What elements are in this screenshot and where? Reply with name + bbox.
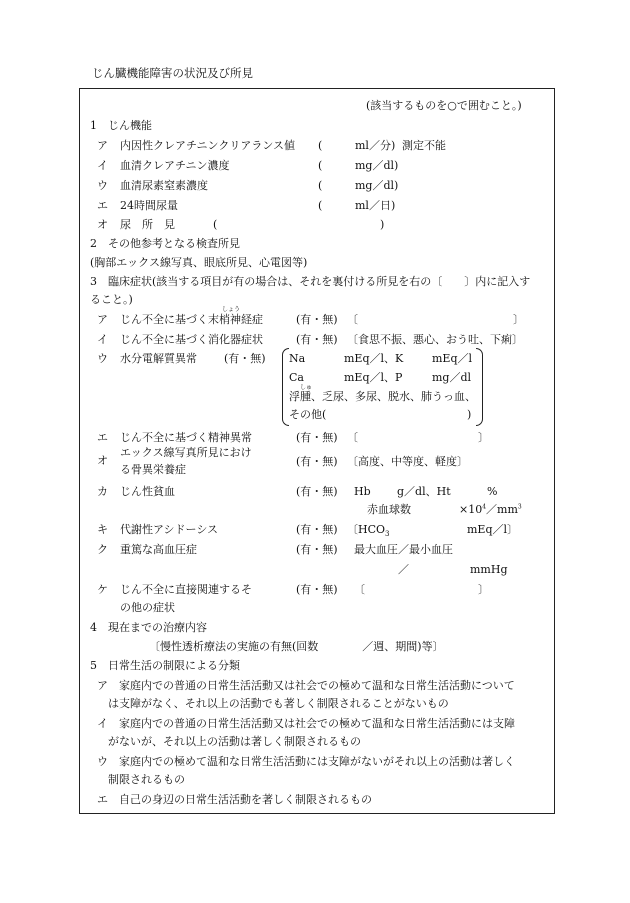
section-3-heading: 3 臨床症状(該当する項目が有の場合は、それを裏付ける所見を右の〔 〕内に記入す [90,275,531,288]
row-label: 血清尿素窒素濃度 [120,179,208,192]
symptom-label: エックス線写真所見におけ [120,446,252,459]
symptom-key: イ [97,333,108,346]
row-paren: ( [318,139,323,152]
section-2-heading: 2 その他参考となる検査所見 [90,237,240,250]
symptom-label: 重篤な高血圧症 [120,543,197,556]
section-3-heading-cont: ること。) [90,293,133,306]
findings-close: 〕 [513,313,524,326]
yes-no: (有・無) [296,543,338,556]
symptom-key: エ [97,431,108,444]
findings-open: 〔 [347,313,358,326]
na-label: Na [289,352,306,365]
yes-no: (有・無) [296,431,338,444]
class-b-line1: イ 家庭内での普通の日常生活活動又は社会での極めて温和な日常生活活動には支障 [97,717,515,730]
bp-unit: mmHg [470,563,508,576]
findings-close: 〕 [478,431,489,444]
ht-unit: % [487,485,498,498]
yes-no: (有・無) [224,352,266,365]
dialysis-note: 〔慢性透析療法の実施の有無(回数 ／週、期間)等〕 [149,640,444,653]
yes-no: (有・無) [296,333,338,346]
class-c-line1: ウ 家庭内での極めて温和な日常生活活動には支障がないがそれ以上の活動は著しく [97,755,515,768]
section-2-sub: (胸部エックス線写真、眼底所見、心電図等) [90,256,308,269]
symptom-label: 水分電解質異常 [120,352,197,365]
instruction-note: (該当するものを○で囲むこと。) [366,99,522,112]
row-unit: ml／分) [355,139,396,152]
findings-open: 〔 [347,431,358,444]
row-paren: ( [318,199,323,212]
hco3-label: 〔$HCO_3$ [347,523,390,539]
hb-unit: g／dl、Ht [397,485,451,498]
class-a-line1: ア 家庭内での普通の日常生活活動又は社会での極めて温和な日常生活活動について [97,679,515,692]
symptom-key: ク [97,543,108,556]
bp-slash: ／ [398,563,409,576]
other-label: その他( [289,408,327,421]
section-5-heading: 5 日常生活の制限による分類 [90,659,240,672]
bp-label: 最大血圧／最小血圧 [354,543,453,556]
symptom-key: カ [97,485,108,498]
row-key: ウ [97,179,108,192]
row-unit: ml／日) [355,199,396,212]
symptom-label-cont: の他の症状 [120,601,175,614]
symptom-label: じん不全に直接関連するそ [120,583,252,596]
left-brace [282,348,289,426]
symptom-key: キ [97,523,108,536]
row-label: 内因性クレアチニンクリアランス値 [120,139,296,152]
symptom-label: 代謝性アシドーシス [120,523,219,536]
findings-open: 〔 [354,583,365,596]
na-unit: mEq／l、K [344,352,404,365]
row-unit: mg／dl) [355,179,399,192]
edema-findings: 浮腫、乏尿、多尿、脱水、肺うっ血、 [289,390,476,403]
findings: 〔食思不振、悪心、おう吐、下痢〕 [347,333,523,346]
class-d: エ 自己の身辺の日常生活活動を著しく制限されるもの [97,793,372,806]
section-4-heading: 4 現在までの治療内容 [90,621,207,634]
ca-label: Ca [289,371,304,384]
symptom-label: じん不全に基づく末梢神経症 [120,313,263,326]
rbc-label: 赤血球数 [367,503,411,516]
row-unit: mg／dl) [355,159,399,172]
other-close: ) [467,408,472,421]
section-1-heading: 1 じん機能 [90,119,152,132]
hb-label: Hb [354,485,371,498]
yes-no: (有・無) [296,455,338,468]
symptom-key: ケ [97,583,108,596]
symptom-key: ウ [97,352,108,365]
row-key: エ [97,199,108,212]
p-unit: mg／dl [432,371,472,384]
row-label: 血清クレアチニン濃度 [120,159,230,172]
class-c-line2: 制限されるもの [108,773,185,786]
yes-no: (有・無) [296,583,338,596]
hco3-unit: mEq／l〕 [467,523,519,536]
findings: 〔高度、中等度、軽度〕 [347,455,468,468]
symptom-label: じん不全に基づく精神異常 [120,431,252,444]
row-label: 尿 所 見 [120,218,175,231]
right-brace [476,348,483,426]
yes-no: (有・無) [296,523,338,536]
row-label: 24時間尿量 [120,199,178,212]
page-title: じん臓機能障害の状況及び所見 [92,66,253,80]
symptom-label: じん性貧血 [120,485,175,498]
row-extra: 測定不能 [402,139,446,152]
row-paren: ( [213,218,218,231]
ruby-text: しゅ [300,384,313,391]
row-key: ア [97,139,108,152]
row-paren: ( [318,159,323,172]
yes-no: (有・無) [296,313,338,326]
findings-close: 〕 [478,583,489,596]
class-a-line2: は支障がなく、それ以上の活動でも著しく制限されることがないもの [108,697,449,710]
yes-no: (有・無) [296,485,338,498]
rbc-unit: $\times 10^4/mm^3$ [459,503,522,516]
ruby-text: しょう [222,306,241,313]
symptom-label: じん不全に基づく消化器症状 [120,333,263,346]
k-unit: mEq／l [432,352,473,365]
symptom-key: ア [97,313,108,326]
row-key: オ [97,218,108,231]
row-close: ) [380,218,385,231]
row-paren: ( [318,179,323,192]
row-key: イ [97,159,108,172]
symptom-key: オ [97,454,108,467]
class-b-line2: がないが、それ以上の活動は著しく制限されるもの [108,735,361,748]
symptom-label-cont: る骨異栄養症 [120,463,186,476]
ca-unit: mEq／l、P [344,371,403,384]
